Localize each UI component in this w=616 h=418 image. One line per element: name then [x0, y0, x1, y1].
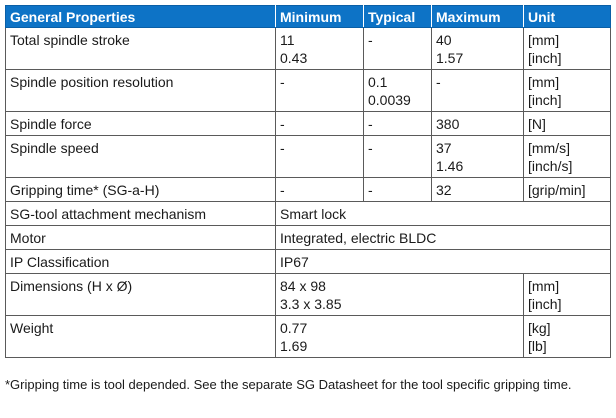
- property-value: Smart lock: [276, 202, 611, 226]
- minimum-cell-line: -: [280, 116, 285, 132]
- typical-cell-line: 0.1: [368, 74, 388, 90]
- table-row: [6, 226, 611, 250]
- unit-cell: [524, 136, 611, 178]
- property-value-line: 84 x 98: [280, 278, 326, 294]
- table-header-row: [6, 6, 611, 28]
- maximum-cell-line: 380: [436, 116, 460, 132]
- maximum-cell-line: 32: [436, 182, 452, 198]
- unit-cell: [524, 112, 611, 136]
- property-value-line: 3.3 x 3.85: [280, 296, 342, 312]
- table-row: [6, 316, 611, 358]
- maximum-cell-line: 1.57: [436, 50, 464, 66]
- maximum-cell: [432, 136, 524, 178]
- unit-cell-line: [inch/s]: [528, 158, 573, 174]
- table-row: [6, 274, 611, 316]
- minimum-cell: [276, 28, 364, 70]
- unit-cell-line: [kg]: [528, 320, 551, 336]
- table-body: [6, 28, 611, 358]
- property-value: [276, 316, 524, 358]
- unit-cell-line: [N]: [528, 116, 546, 132]
- footnote: *Gripping time is tool depended. See the separate SG Datasheet for the tool specific gripping time.: [5, 377, 572, 392]
- minimum-cell: [276, 136, 364, 178]
- minimum-cell: [276, 178, 364, 202]
- property-label: Spindle position resolution: [6, 70, 276, 112]
- typical-cell: [364, 136, 432, 178]
- typical-cell: [364, 112, 432, 136]
- unit-cell-line: [inch]: [528, 92, 562, 108]
- table-row: [6, 202, 611, 226]
- unit-cell-line: [mm]: [528, 278, 560, 294]
- property-value: Integrated, electric BLDC: [276, 226, 611, 250]
- property-value: [276, 274, 524, 316]
- table-row: [6, 178, 611, 202]
- maximum-cell-line: 40: [436, 32, 452, 48]
- minimum-cell: [276, 112, 364, 136]
- maximum-cell: [432, 178, 524, 202]
- typical-cell: [364, 178, 432, 202]
- unit-cell: [524, 70, 611, 112]
- table-row: [6, 28, 611, 70]
- property-value-line: 1.69: [280, 338, 308, 354]
- unit-cell-line: [mm/s]: [528, 140, 570, 156]
- minimum-cell-line: -: [280, 140, 285, 156]
- unit-cell-line: [lb]: [528, 338, 547, 354]
- minimum-cell-line: 0.43: [280, 50, 308, 66]
- maximum-cell-line: -: [436, 74, 441, 90]
- unit-cell: [524, 178, 611, 202]
- property-value-line: 0.77: [280, 320, 308, 336]
- property-label: Motor: [6, 226, 276, 250]
- typical-cell: [364, 28, 432, 70]
- property-label: Spindle force: [6, 112, 276, 136]
- header-minimum: Minimum: [276, 6, 364, 28]
- maximum-cell: [432, 112, 524, 136]
- typical-cell: [364, 70, 432, 112]
- header-general-properties: General Properties: [6, 6, 276, 28]
- property-label: Dimensions (H x Ø): [6, 274, 276, 316]
- typical-cell-line: -: [368, 182, 373, 198]
- minimum-cell-line: -: [280, 74, 285, 90]
- property-label: Gripping time* (SG-a-H): [6, 178, 276, 202]
- maximum-cell-line: 37: [436, 140, 452, 156]
- table-row: [6, 250, 611, 274]
- minimum-cell-line: -: [280, 182, 285, 198]
- header-typical: Typical: [364, 6, 432, 28]
- unit-cell: [524, 274, 611, 316]
- table-row: [6, 112, 611, 136]
- general-properties-table: [5, 5, 611, 358]
- minimum-cell-line: 11: [280, 32, 295, 48]
- property-label: IP Classification: [6, 250, 276, 274]
- typical-cell-line: -: [368, 140, 373, 156]
- property-label: SG-tool attachment mechanism: [6, 202, 276, 226]
- unit-cell-line: [mm]: [528, 32, 560, 48]
- unit-cell: [524, 316, 611, 358]
- property-label: Spindle speed: [6, 136, 276, 178]
- typical-cell-line: -: [368, 32, 373, 48]
- property-label: Weight: [6, 316, 276, 358]
- typical-cell-line: -: [368, 116, 373, 132]
- property-label: Total spindle stroke: [6, 28, 276, 70]
- property-value: IP67: [276, 250, 611, 274]
- unit-cell: [524, 28, 611, 70]
- maximum-cell: [432, 70, 524, 112]
- unit-cell-line: [inch]: [528, 296, 562, 312]
- maximum-cell: [432, 28, 524, 70]
- maximum-cell-line: 1.46: [436, 158, 464, 174]
- unit-cell-line: [grip/min]: [528, 182, 586, 198]
- unit-cell-line: [mm]: [528, 74, 560, 90]
- unit-cell-line: [inch]: [528, 50, 562, 66]
- table-row: [6, 70, 611, 112]
- table-row: [6, 136, 611, 178]
- header-maximum: Maximum: [432, 6, 524, 28]
- typical-cell-line: 0.0039: [368, 92, 411, 108]
- minimum-cell: [276, 70, 364, 112]
- header-unit: Unit: [524, 6, 611, 28]
